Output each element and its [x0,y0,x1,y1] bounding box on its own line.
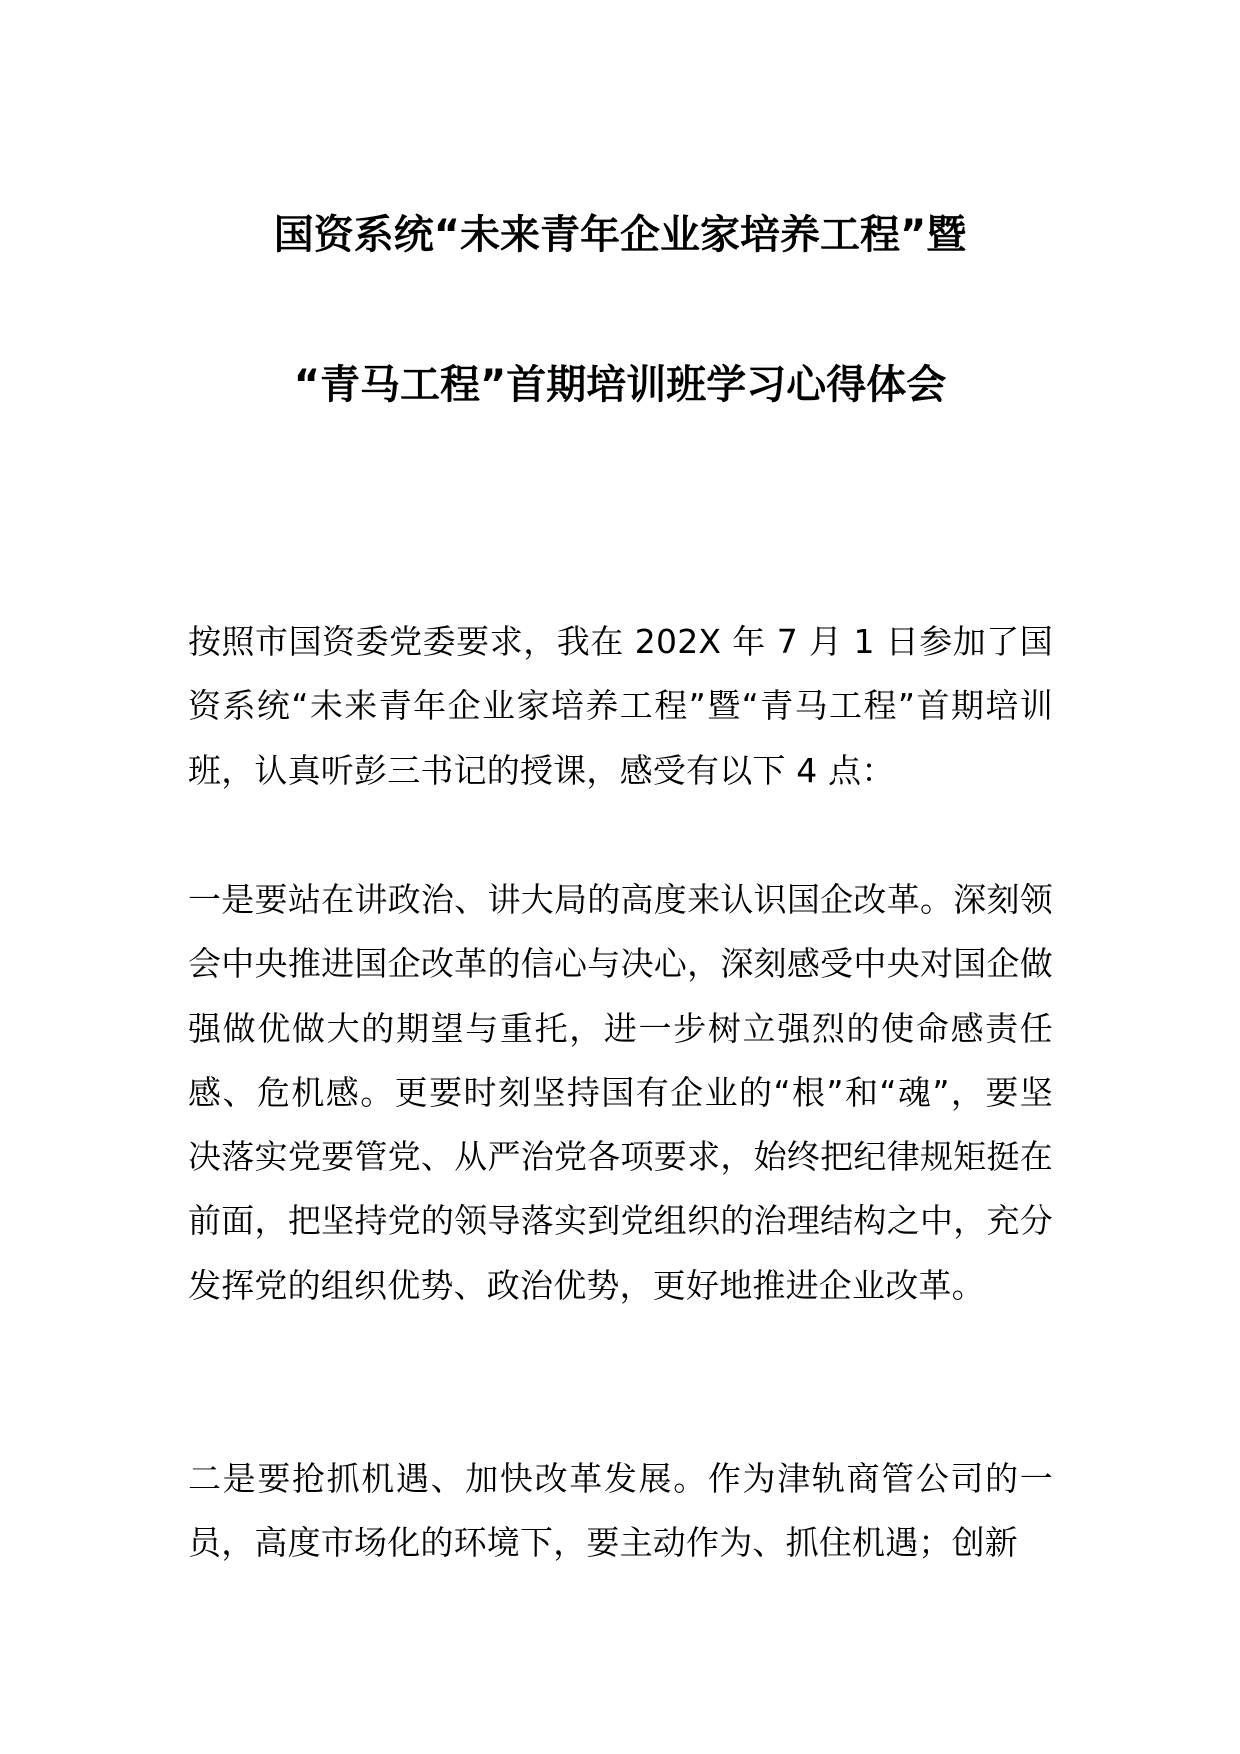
paragraph-point-one: 一是要站在讲政治、讲大局的高度来认识国企改革。深刻领会中央推进国企改革的信心与决心，深刻感受中央对国企做强做优做大的期望与重托，进一步树立强烈的使命感责任感、危机感。更要时刻坚持国有企业的“根”和“魂”，要坚决落实党要管党、从严治党各项要求，始终把纪律规矩挺在前面，把坚持党的领导落实到党组织的治理结构之中，充分发挥党的组织优势、政治优势，更好地推进企业改革。 [188,880,1053,1305]
paragraph-intro: 按照市国资委党委要求，我在 202X 年 7 月 1 日参加了国资系统“未来青年企业家培养工程”暨“青马工程”首期培训班，认真听彭三书记的授课，感受有以下 4 点： [188,622,1053,790]
document-title-line-1: 国资系统“未来青年企业家培养工程”暨 [273,212,967,258]
document-title-line-2: “青马工程”首期培训班学习心得体会 [293,362,947,408]
paragraph-point-two: 二是要抢抓机遇、加快改革发展。作为津轨商管公司的一员，高度市场化的环境下，要主动作为、抓住机遇；创新 [188,1459,1053,1563]
